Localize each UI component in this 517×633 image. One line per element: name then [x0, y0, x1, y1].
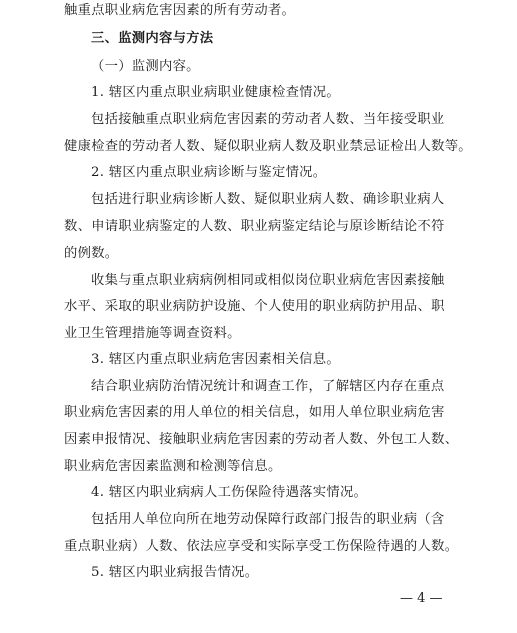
paragraph-line: 业卫生管理措施等调查资料。	[64, 326, 241, 341]
paragraph-line: 职业病危害因素监测和检测等信息。	[64, 459, 282, 474]
page-number: — 4 —	[400, 591, 443, 606]
paragraph-line: 触重点职业病危害因素的所有劳动者。	[64, 3, 296, 18]
paragraph-line: 健康检查的劳动者人数、疑似职业病人数及职业禁忌证检出人数等。	[64, 139, 472, 154]
paragraph-line: 职业病危害因素的用人单位的相关信息，如用人单位职业病危害	[64, 405, 445, 420]
paragraph-line: 的例数。	[64, 246, 119, 261]
item-heading: 1. 辖区内重点职业病职业健康检查情况。	[91, 85, 340, 100]
item-heading: 3. 辖区内重点职业病危害因素相关信息。	[91, 352, 340, 367]
section-heading: 三、监测内容与方法	[91, 31, 214, 46]
paragraph-line: 重点职业病）人数、依法应享受和实际享受工伤保险待遇的人数。	[64, 539, 459, 554]
paragraph-line: 水平、采取的职业病防护设施、个人使用的职业病防护用品、职	[64, 299, 445, 314]
paragraph-line: 数、申请职业病鉴定的人数、职业病鉴定结论与原诊断结论不符	[64, 219, 445, 234]
paragraph-line: 包括接触重点职业病危害因素的劳动者人数、当年接受职业	[91, 112, 445, 127]
paragraph-line: 因素申报情况、接触职业病危害因素的劳动者人数、外包工人数、	[64, 432, 459, 447]
paragraph-line: 结合职业病防治情况统计和调查工作，了解辖区内存在重点	[91, 379, 445, 394]
subsection-heading: （一）监测内容。	[91, 59, 200, 74]
item-heading: 4. 辖区内职业病病人工伤保险待遇落实情况。	[91, 485, 368, 500]
item-heading: 2. 辖区内重点职业病诊断与鉴定情况。	[91, 165, 327, 180]
item-heading: 5. 辖区内职业病报告情况。	[91, 565, 259, 580]
paragraph-line: 收集与重点职业病病例相同或相似岗位职业病危害因素接触	[91, 273, 445, 288]
paragraph-line: 包括进行职业病诊断人数、疑似职业病人数、确诊职业病人	[91, 192, 445, 207]
paragraph-line: 包括用人单位向所在地劳动保障行政部门报告的职业病（含	[91, 512, 445, 527]
